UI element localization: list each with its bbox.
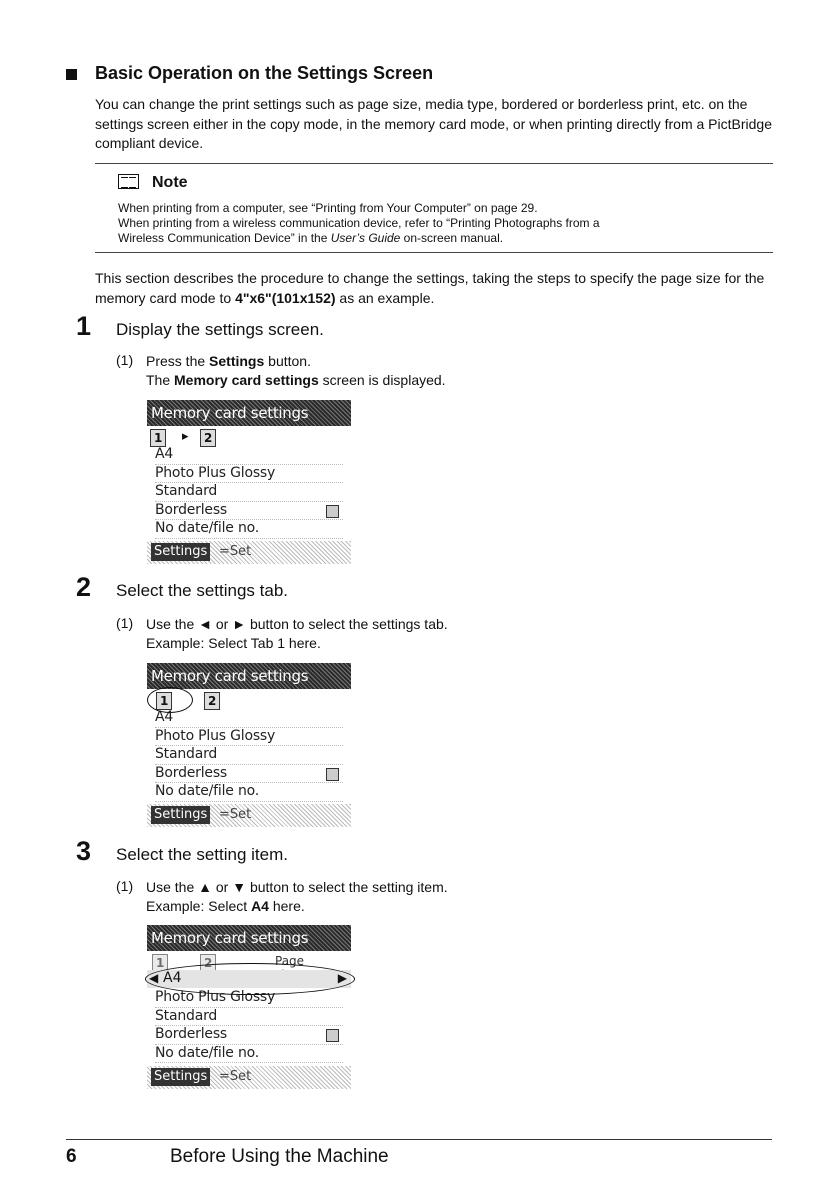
lcd-item: A4 xyxy=(155,446,343,465)
step-1-line-2: The Memory card settings screen is displayed. xyxy=(146,372,446,388)
lcd-tab-1: 1 xyxy=(152,954,168,972)
step-2-line-2: Example: Select Tab 1 here. xyxy=(146,635,321,651)
highlight-circle xyxy=(145,963,355,995)
lcd-screenshot-1 xyxy=(147,400,351,564)
lcd-item: Borderless xyxy=(155,765,343,784)
step-1-substep-number: (1) xyxy=(116,352,134,368)
lcd-tab-2: 2 xyxy=(200,954,216,972)
lcd-item: Photo Plus Glossy xyxy=(155,465,343,484)
borderless-icon xyxy=(326,1029,339,1042)
lcd-settings-key: Settings xyxy=(151,1068,210,1086)
lcd-item: No date/file no. xyxy=(155,1045,343,1064)
lcd-item: No date/file no. xyxy=(155,520,343,539)
lcd-set-text: =Set xyxy=(219,1069,252,1084)
lcd-item: Standard xyxy=(155,746,343,765)
lcd-tab-2: 2 xyxy=(204,692,220,710)
lcd-item: No date/file no. xyxy=(155,783,343,802)
lcd-title-bar: Memory card settings xyxy=(147,925,351,951)
note-bottom-rule xyxy=(95,252,773,253)
section-heading: Basic Operation on the Settings Screen xyxy=(95,63,434,83)
lcd-title-bar: Memory card settings xyxy=(147,400,351,426)
step-3-title: Select the setting item. xyxy=(116,845,288,864)
lcd-settings-key: Settings xyxy=(151,543,210,561)
section-bullet xyxy=(66,69,77,80)
highlight-circle xyxy=(147,687,193,713)
lcd-item: Photo Plus Glossy xyxy=(155,728,343,747)
right-arrow-icon: ▶ xyxy=(337,971,347,985)
lcd-tab-1: 1 xyxy=(150,429,166,447)
lcd-settings-key: Settings xyxy=(151,806,210,824)
step-3-line-1: Use the ▲ or ▼ button to select the setting item. xyxy=(146,879,448,895)
borderless-icon xyxy=(326,505,339,518)
lcd-item: Borderless xyxy=(155,1026,343,1045)
footer-title: Before Using the Machine xyxy=(170,1146,389,1167)
lcd-item: Photo Plus Glossy xyxy=(155,989,343,1008)
lcd-page-size-label: Page xyxy=(275,954,305,968)
left-arrow-icon: ◀ xyxy=(149,971,159,985)
note-title: Note xyxy=(152,174,188,191)
step-1-number: 1 xyxy=(76,311,92,341)
section-intro: You can change the print settings such as page size, media type, bordered or borderless print, etc. on the settings screen either in the copy mode, in the memory card mode, or when printing directly from a PictBridge compliant device. xyxy=(95,96,772,151)
step-1-title: Display the settings screen. xyxy=(116,320,324,339)
footer-rule xyxy=(66,1139,772,1140)
step-2-number: 2 xyxy=(76,572,92,602)
note-line-1: When printing from a computer, see “Printing from Your Computer” on page 29. xyxy=(118,201,538,215)
step-2-line-1: Use the ◄ or ► button to select the settings tab. xyxy=(146,616,448,632)
step-3-line-2: Example: Select A4 here. xyxy=(146,898,305,914)
borderless-icon xyxy=(326,768,339,781)
tab-arrow-icon: ▸ xyxy=(182,428,189,443)
step-1-line-1: Press the Settings button. xyxy=(146,353,311,369)
note-top-rule xyxy=(95,163,773,164)
users-guide-title: User’s Guide xyxy=(330,231,401,245)
step-3-substep-number: (1) xyxy=(116,878,134,894)
lcd-item: Standard xyxy=(155,1008,343,1027)
description-paragraph: This section describes the procedure to change the settings, taking the steps to specify the page size for the memory card mode to 4"x6"(101x152) as an example. xyxy=(95,270,765,306)
lcd-screenshot-3 xyxy=(147,925,351,1089)
step-2-substep-number: (1) xyxy=(116,615,134,631)
note-line-2: When printing from a wireless communication device, refer to “Printing Photographs from a xyxy=(118,216,600,230)
lcd-set-text: =Set xyxy=(219,807,252,822)
lcd-title-bar: Memory card settings xyxy=(147,663,351,689)
lcd-selected-item: A4 xyxy=(163,970,182,986)
step-2-title: Select the settings tab. xyxy=(116,581,288,600)
page-number: 6 xyxy=(66,1146,77,1167)
lcd-tab-2: 2 xyxy=(200,429,216,447)
lcd-item: A4 xyxy=(155,709,343,728)
lcd-tab-1: 1 xyxy=(156,692,172,710)
lcd-item: Standard xyxy=(155,483,343,502)
lcd-item: Borderless xyxy=(155,502,343,521)
step-3-number: 3 xyxy=(76,836,92,866)
lcd-set-text: =Set xyxy=(219,544,252,559)
note-icon xyxy=(118,174,139,189)
note-line-3: Wireless Communication Device” in the User’s Guide on-screen manual. xyxy=(118,231,504,245)
